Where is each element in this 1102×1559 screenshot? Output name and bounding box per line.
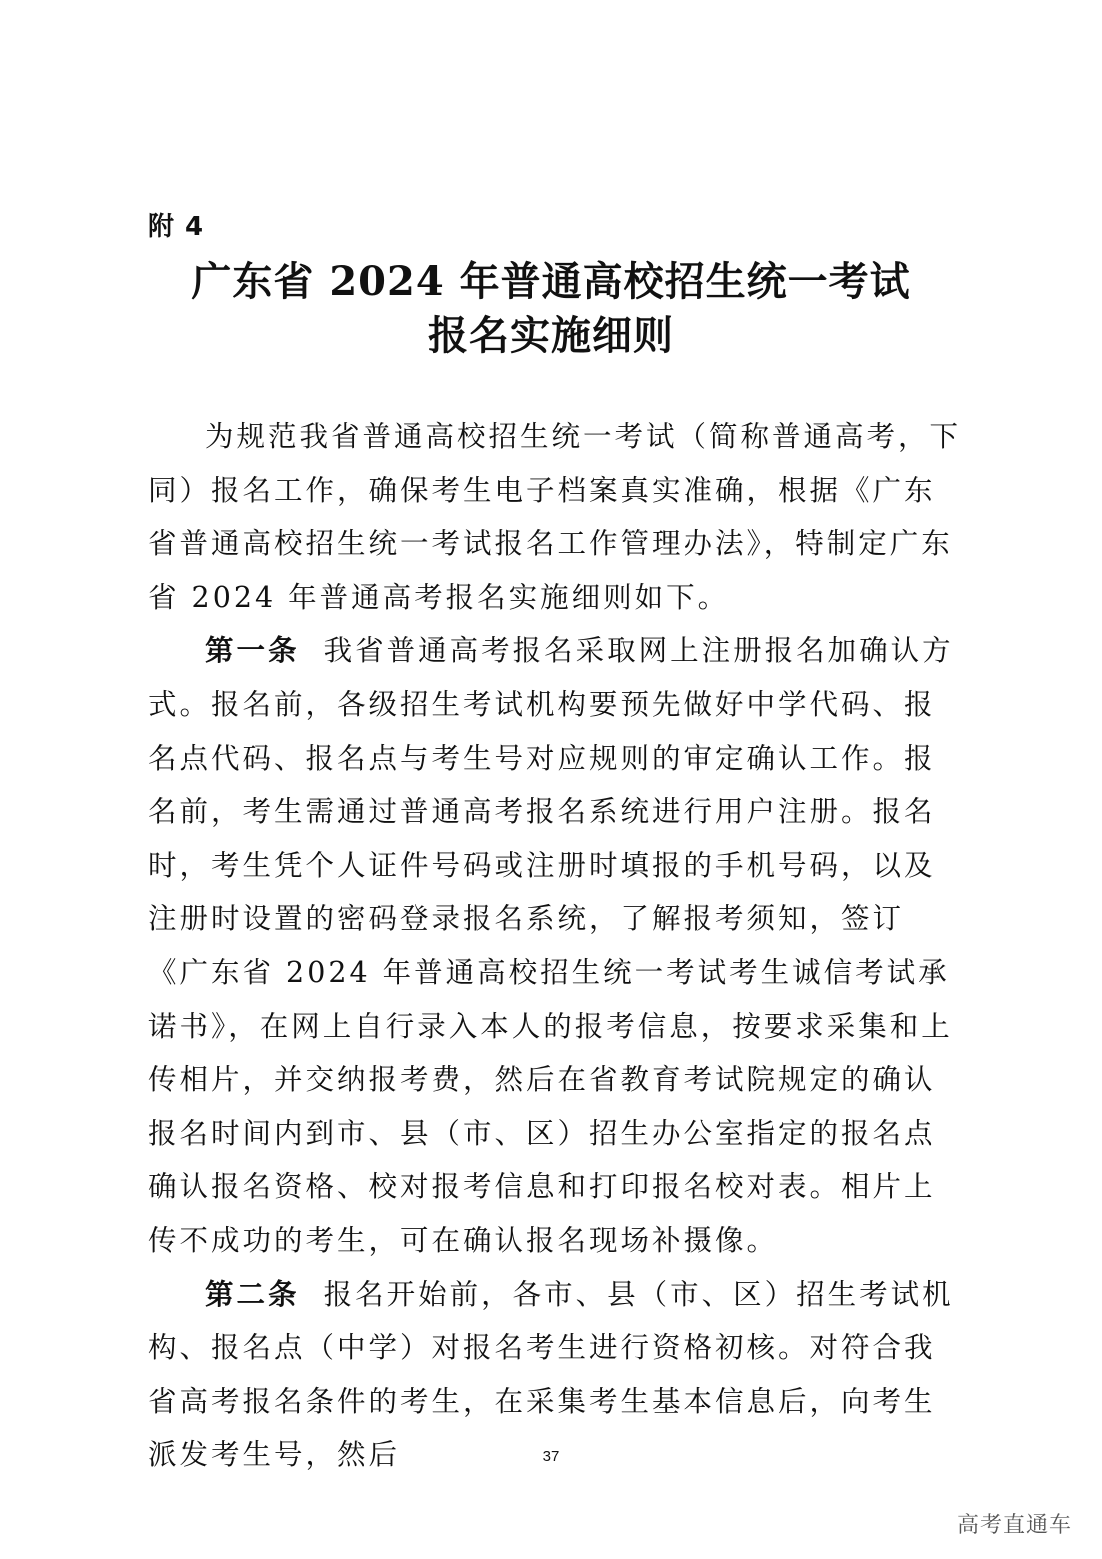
article-2-label: 第二条: [205, 1277, 300, 1311]
article-1-text: 我省普通高考报名采取网上注册报名加确认方式。报名前，各级招生考试机构要预先做好中学代码、报名点代码、报名点与考生号对应规则的审定确认工作。报名前，考生需通过普通高考报名系统进行用户注册。报名时，考生凭个人证件号码或注册时填报的手机号码，以及注册时设置的密码登录报名系统，了解报考须知，签订《广东省 2024 年普通高校招生统一考试考生诚信考试承诺书》，在网上自行录入本人的报考信息，按要求采集和上传相片，并交纳报考费，然后在省教育考试院规定的确认报名时间内到市、县（市、区）招生办公室指定的报名点确认报名资格、校对报考信息和打印报名校对表。相片上传不成功的考生，可在确认报名现场补摄像。: [148, 634, 954, 1257]
document-body: [148, 410, 966, 1482]
watermark: 高考直通车: [956, 1513, 1072, 1538]
article-1: [148, 624, 966, 1267]
intro-paragraph: 为规范我省普通高校招生统一考试（简称普通高考，下同）报名工作，确保考生电子档案真实准确，根据《广东省普通高校招生统一考试报名工作管理办法》，特制定广东省 2024 年普通高考报名实施细则如下。: [148, 420, 962, 614]
article-2-text: 报名开始前，各市、县（市、区）招生考试机构、报名点（中学）对报名考生进行资格初核。对符合我省高考报名条件的考生，在采集考生基本信息后，向考生派发考生号，然后: [148, 1277, 954, 1472]
page-number: 37: [542, 1448, 560, 1465]
attachment-label: 附 4: [148, 212, 205, 242]
document-title-line2: 报名实施细则: [428, 312, 674, 359]
document-title-line1: 广东省 2024 年普通高校招生统一考试: [191, 258, 911, 305]
article-1-label: 第一条: [205, 634, 300, 668]
